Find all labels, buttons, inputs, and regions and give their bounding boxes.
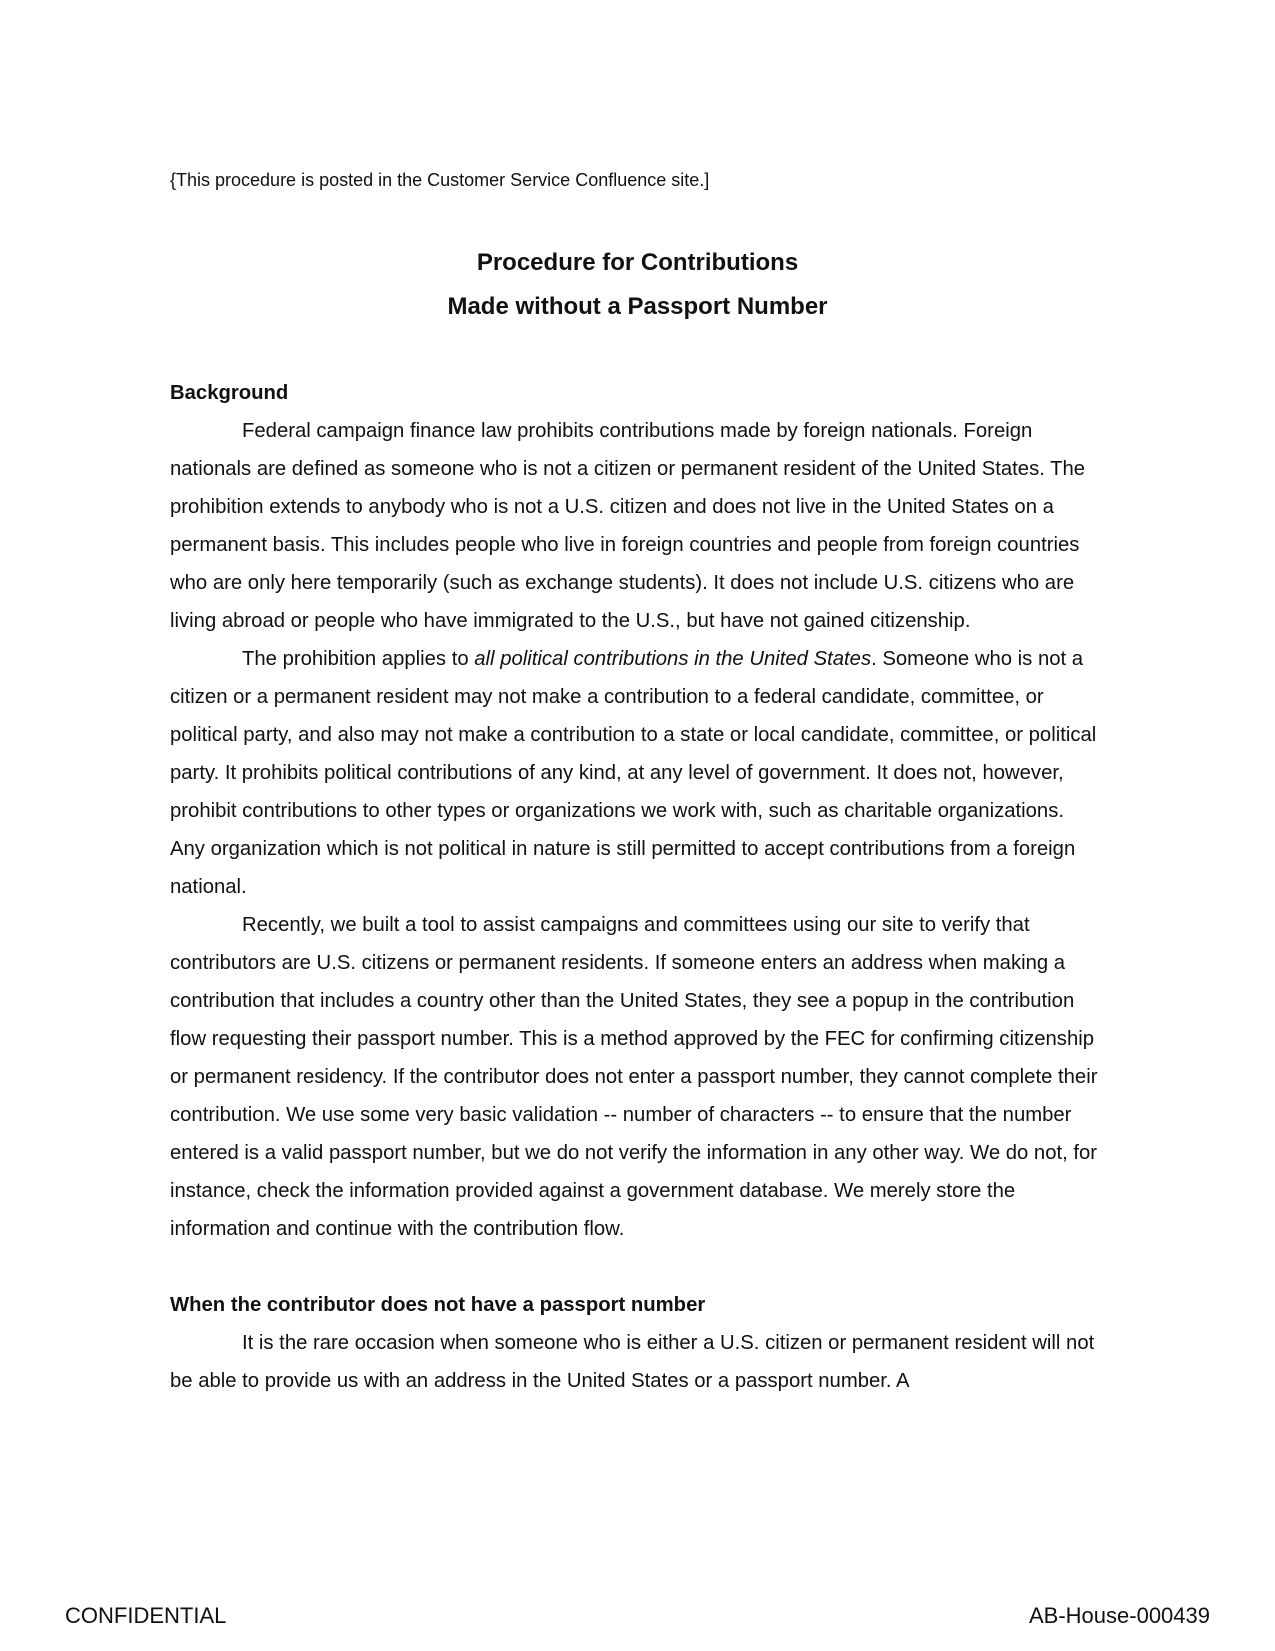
paragraph-2-rest: . Someone who is not a citizen or a permanent resident may not make a contribution to a federal candidate, committee, or political party, and also may not make a contribution to a state or local candidate, committee, or political party. It prohibits political contributions of any kind, at any level of government. It does not, however, prohibit contributions to other types or organizations we work with, such as charitable organizations. Any organization which is not political in nature is still permitted to accept contributions from a foreign national. [170,648,1097,898]
background-paragraph-2 [170,640,1100,906]
section-heading-background: Background [170,382,289,404]
confidential-label: CONFIDENTIAL [65,1603,227,1628]
section-heading-no-passport: When the contributor does not have a passport number [170,1294,706,1316]
no-passport-paragraph-1: It is the rare occasion when someone who is either a U.S. citizen or permanent resident will not be able to provide us with an address in the United States or a passport number. A [170,1332,1095,1392]
paragraph-2-emphasis: all political contributions in the United States [474,648,872,670]
bates-number: AB-House-000439 [1028,1603,1210,1628]
paragraph-2-lead: The prohibition applies to [242,648,475,670]
document-title-line-2: Made without a Passport Number [447,293,828,320]
document-body [170,374,1100,1400]
posting-note: {This procedure is posted in the Customer Service Confluence site.] [170,170,710,190]
section-spacer [170,1248,1100,1286]
document-title-line-1: Procedure for Contributions [476,249,799,276]
background-paragraph-3: Recently, we built a tool to assist campaigns and committees using our site to verify that contributors are U.S. citizens or permanent residents. If someone enters an address when making a contribution that includes a country other than the United States, they see a popup in the contribution flow requesting their passport number. This is a method approved by the FEC for confirming citizenship or permanent residency. If the contributor does not enter a passport number, they cannot complete their contribution. We use some very basic validation -- number of characters -- to ensure that the number entered is a valid passport number, but we do not verify the information in any other way. We do not, for instance, check the information provided against a government database. We merely store the information and continue with the contribution flow. [170,914,1098,1240]
background-paragraph-1: Federal campaign finance law prohibits contributions made by foreign nationals. Foreign nationals are defined as someone who is not a citizen or permanent resident of the United States. The prohibition extends to anybody who is not a U.S. citizen and does not live in the United States on a permanent basis. This includes people who live in foreign countries and people from foreign countries who are only here temporarily (such as exchange students). It does not include U.S. citizens who are living abroad or people who have immigrated to the U.S., but have not gained citizenship. [170,420,1086,632]
